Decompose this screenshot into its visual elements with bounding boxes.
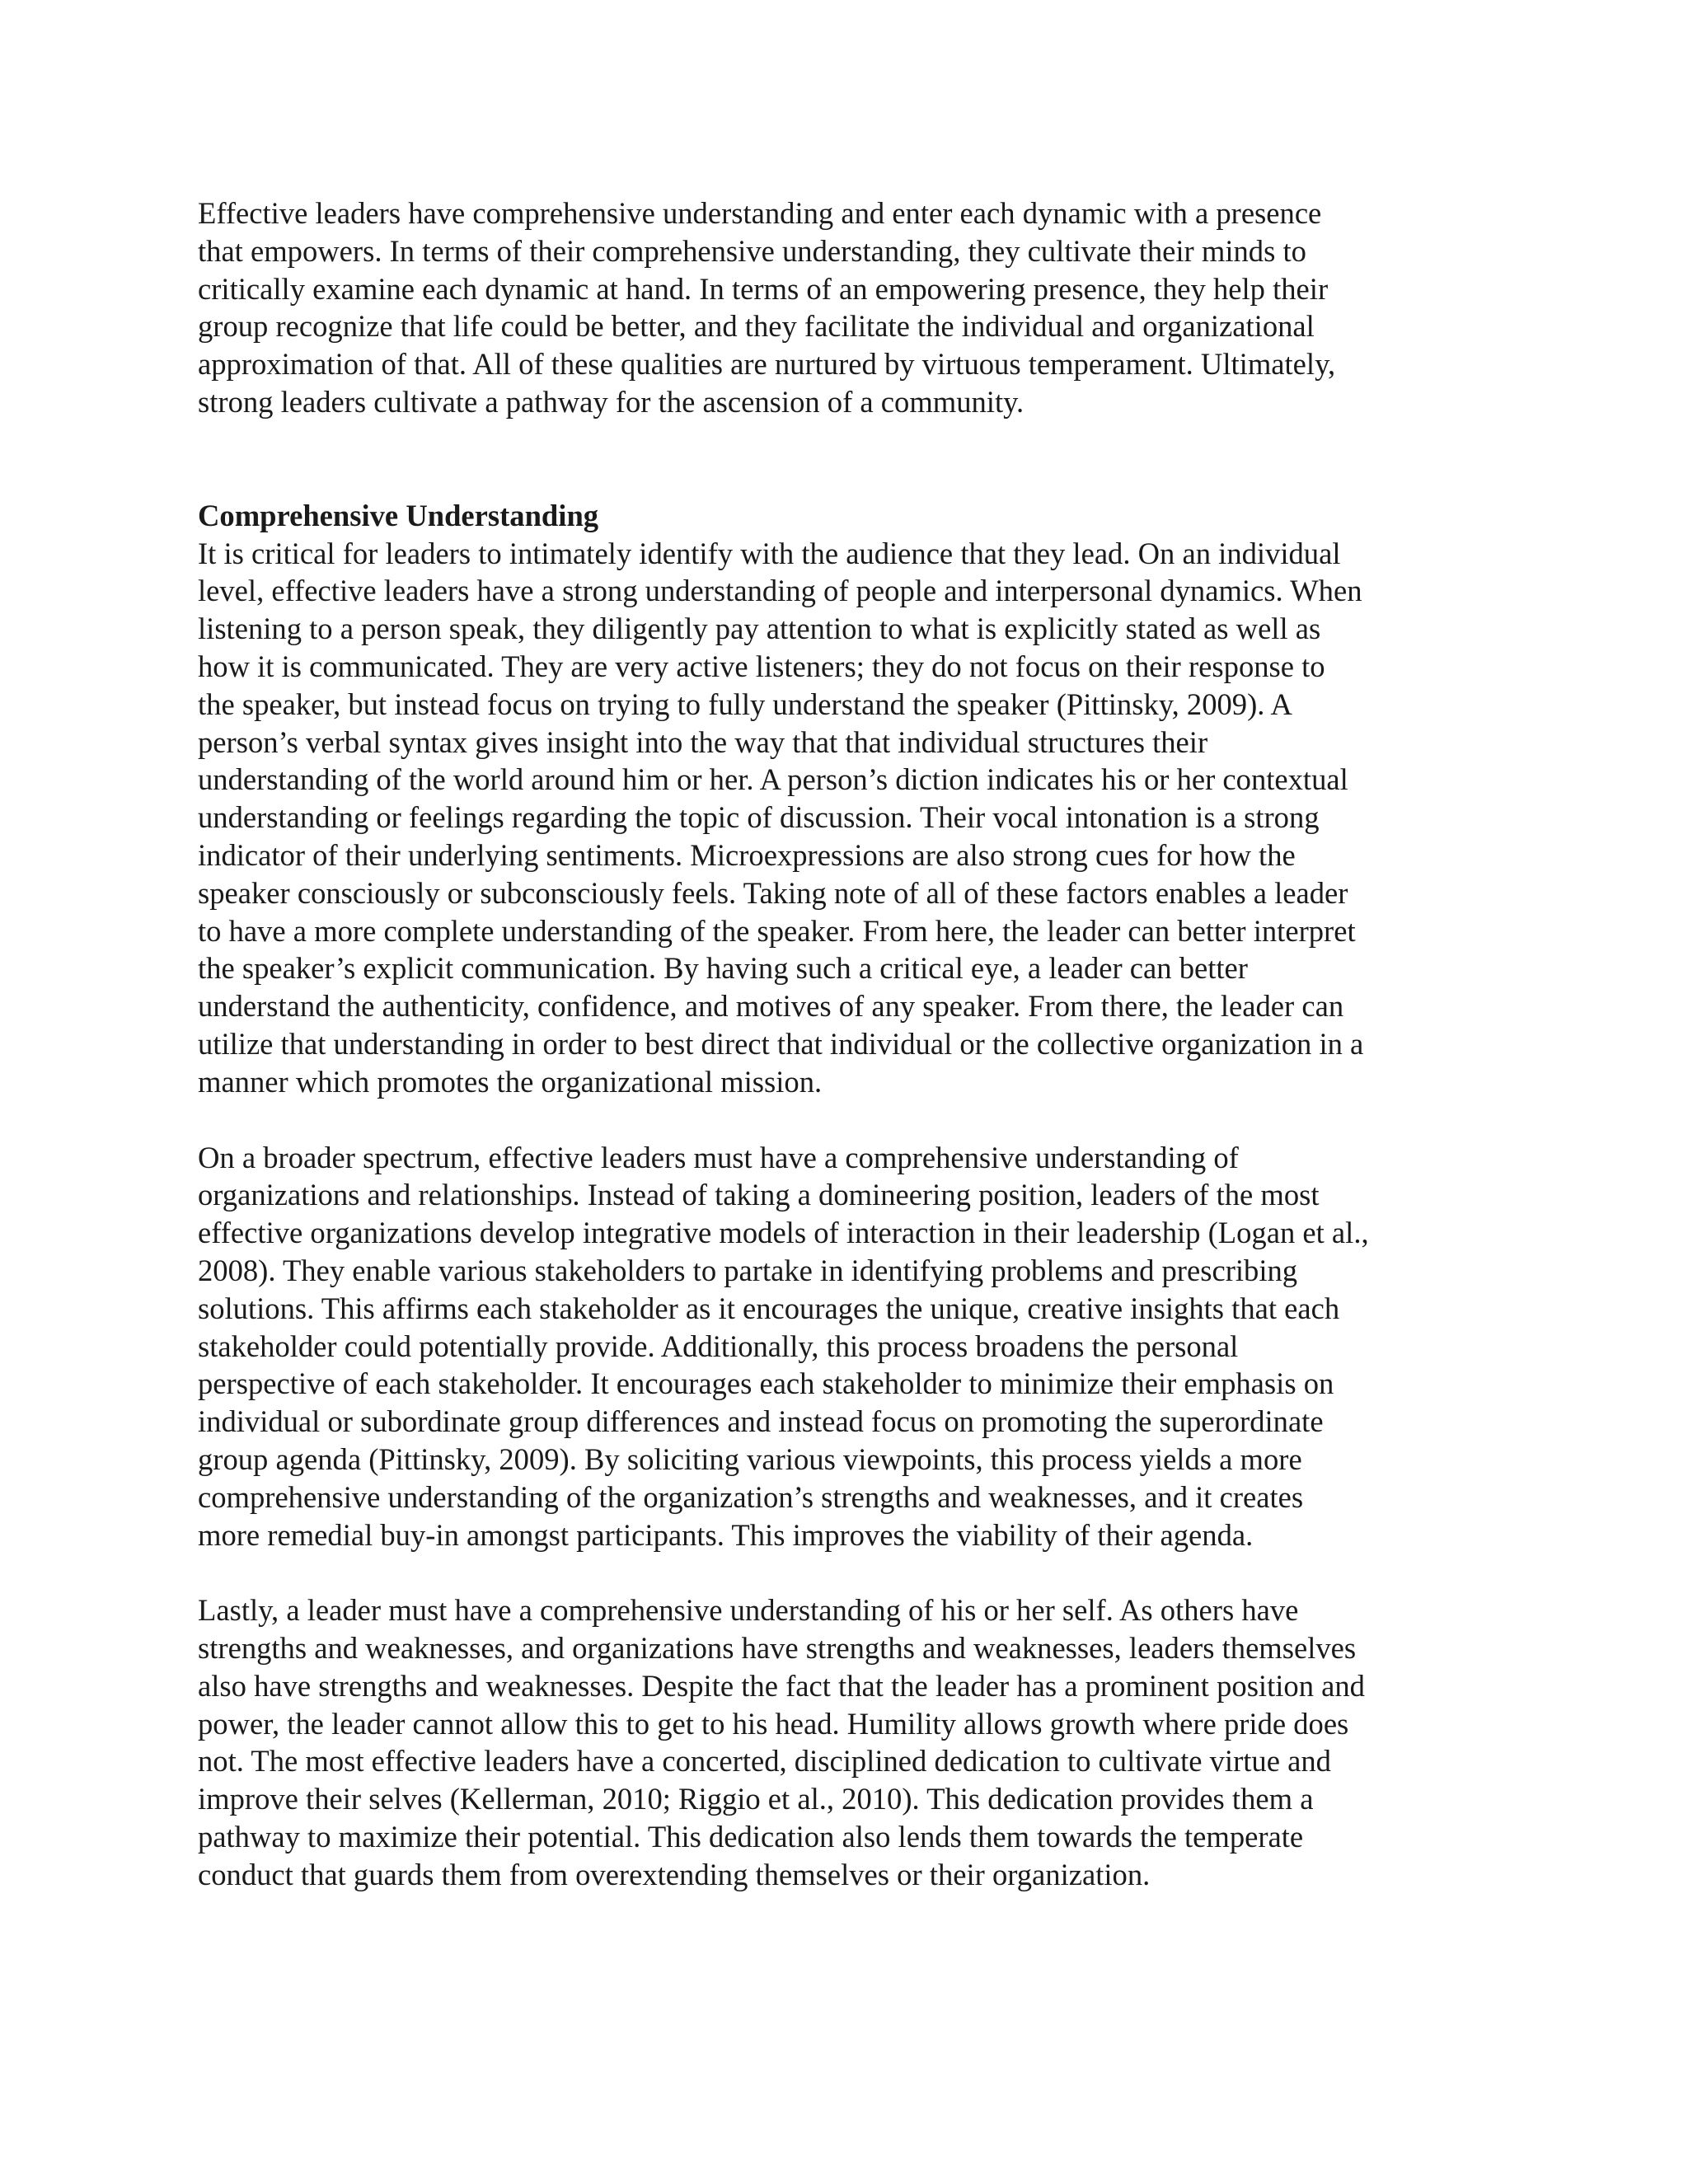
text-line: understanding or feelings regarding the topic of discussion. Their vocal intonation is a strong xyxy=(198,800,1320,835)
text-line: not. The most effective leaders have a concerted, disciplined dedication to cultivate virtue and xyxy=(198,1744,1331,1779)
text-line: utilize that understanding in order to best direct that individual or the collective organization in a xyxy=(198,1026,1364,1061)
text-line: effective organizations develop integrative models of interaction in their leadership (Logan et al., xyxy=(198,1216,1369,1250)
text-line: the speaker’s explicit communication. By having such a critical eye, a leader can better xyxy=(198,951,1248,986)
intro-paragraph xyxy=(198,194,1484,421)
text-line: group agenda (Pittinsky, 2009). By soliciting various viewpoints, this process yields a more xyxy=(198,1441,1302,1476)
text-line: pathway to maximize their potential. This dedication also lends them towards the temperate xyxy=(198,1820,1304,1854)
text-line: Lastly, a leader must have a comprehensive understanding of his or her self. As others have xyxy=(198,1593,1299,1628)
text-line: also have strengths and weaknesses. Despite the fact that the leader has a prominent position and xyxy=(198,1668,1365,1703)
text-line: strengths and weaknesses, and organizations have strengths and weaknesses, leaders themselves xyxy=(198,1631,1357,1666)
text-line: Effective leaders have comprehensive understanding and enter each dynamic with a presence xyxy=(198,196,1322,230)
text-line: manner which promotes the organizational mission. xyxy=(198,1064,823,1099)
document-page xyxy=(198,194,1484,1894)
text-line: improve their selves (Kellerman, 2010; Riggio et al., 2010). This dedication provides them a xyxy=(198,1782,1314,1816)
text-line: approximation of that. All of these qualities are nurtured by virtuous temperament. Ultimately, xyxy=(198,347,1336,382)
text-line: understanding of the world around him or her. A person’s diction indicates his or her contextual xyxy=(198,762,1348,797)
paragraph-spacer xyxy=(198,1554,1484,1591)
text-line: power, the leader cannot allow this to get to his head. Humility allows growth where pride does xyxy=(198,1706,1349,1741)
text-line: more remedial buy-in amongst participants. This improves the viability of their agenda. xyxy=(198,1517,1254,1552)
text-line: understand the authenticity, confidence, and motives of any speaker. From there, the leader can xyxy=(198,989,1344,1024)
text-line: group recognize that life could be better, and they facilitate the individual and organizational xyxy=(198,309,1315,344)
text-line: 2008). They enable various stakeholders to partake in identifying problems and prescribing xyxy=(198,1253,1298,1287)
text-line: person’s verbal syntax gives insight into the way that that individual structures their xyxy=(198,724,1208,759)
text-line: organizations and relationships. Instead of taking a domineering position, leaders of the most xyxy=(198,1178,1320,1212)
text-line: how it is communicated. They are very active listeners; they do not focus on their response to xyxy=(198,649,1325,683)
paragraph-listening xyxy=(198,535,1484,1101)
text-line: conduct that guards them from overextending themselves or their organization. xyxy=(198,1857,1151,1891)
paragraph-spacer xyxy=(198,1101,1484,1139)
paragraph-organizations xyxy=(198,1139,1484,1554)
text-line: that empowers. In terms of their comprehensive understanding, they cultivate their minds to xyxy=(198,233,1306,268)
text-line: to have a more complete understanding of the speaker. From here, the leader can better interpret xyxy=(198,913,1356,948)
text-line: stakeholder could potentially provide. Additionally, this process broadens the personal xyxy=(198,1329,1239,1363)
text-line: speaker consciously or subconsciously feels. Taking note of all of these factors enables a leader xyxy=(198,875,1348,910)
section-heading: Comprehensive Understanding xyxy=(198,498,599,532)
text-line: critically examine each dynamic at hand. In terms of an empowering presence, they help their xyxy=(198,271,1329,306)
text-line: perspective of each stakeholder. It encourages each stakeholder to minimize their emphasis on xyxy=(198,1366,1334,1401)
paragraph-self xyxy=(198,1591,1484,1893)
text-line: individual or subordinate group differences and instead focus on promoting the superordinate xyxy=(198,1404,1324,1439)
text-line: listening to a person speak, they diligently pay attention to what is explicitly stated as well as xyxy=(198,612,1321,646)
text-line: level, effective leaders have a strong understanding of people and interpersonal dynamics. When xyxy=(198,574,1362,608)
section-spacer xyxy=(198,421,1484,497)
text-line: On a broader spectrum, effective leaders must have a comprehensive understanding of xyxy=(198,1140,1239,1174)
text-line: solutions. This affirms each stakeholder as it encourages the unique, creative insights that each xyxy=(198,1291,1340,1325)
text-line: indicator of their underlying sentiments. Microexpressions are also strong cues for how the xyxy=(198,837,1296,872)
text-line: the speaker, but instead focus on trying to fully understand the speaker (Pittinsky, 2009). A xyxy=(198,687,1292,721)
text-line: It is critical for leaders to intimately identify with the audience that they lead. On an individual xyxy=(198,536,1341,570)
text-line: comprehensive understanding of the organization’s strengths and weaknesses, and it creates xyxy=(198,1479,1304,1514)
text-line: strong leaders cultivate a pathway for the ascension of a community. xyxy=(198,384,1025,419)
